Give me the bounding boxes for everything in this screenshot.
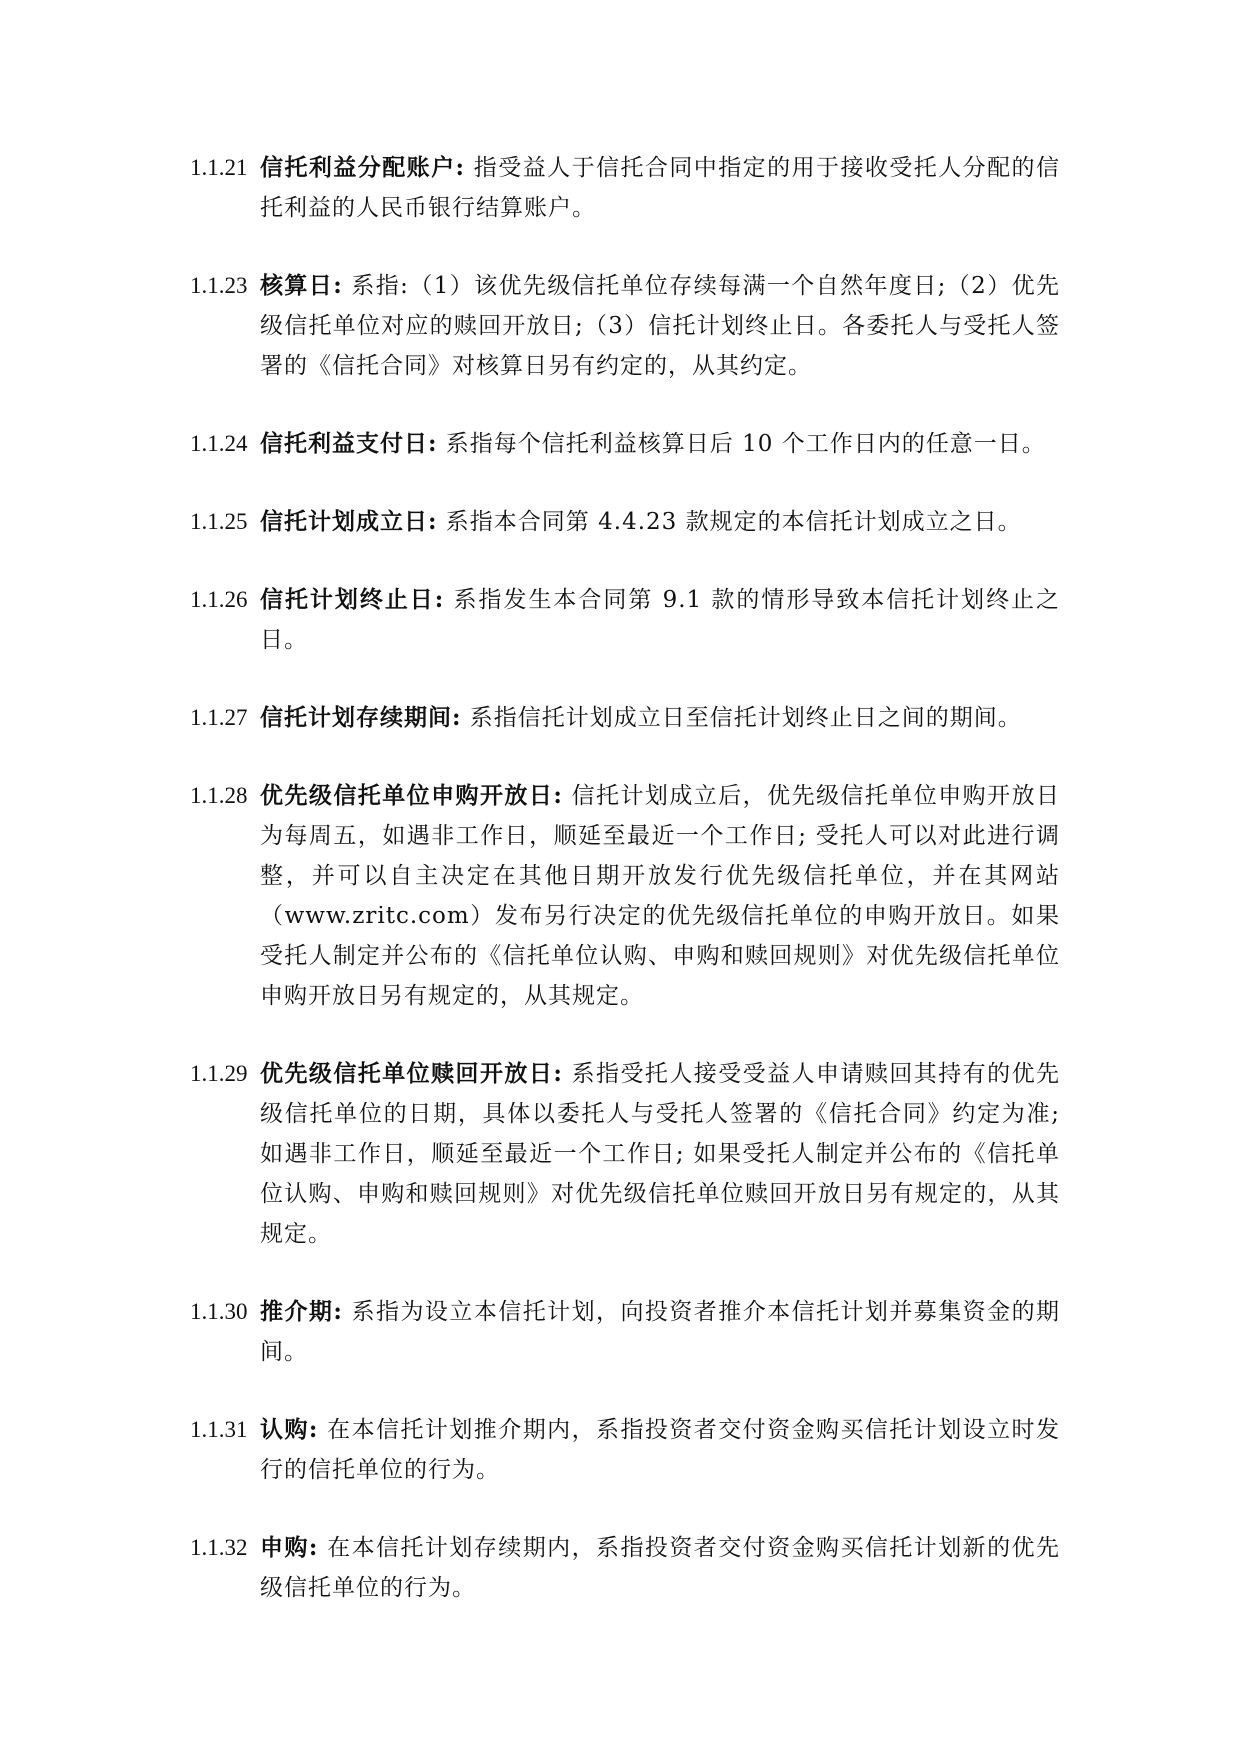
clause-separator: : [428,508,438,535]
clause-term: 信托利益分配账户 [260,155,456,181]
clause-number: 1.1.26 [190,587,248,612]
definition-clause [190,580,1060,660]
clause-text: 系指发生本合同第 9.1 款的情形导致本信托计划终止之日。 [260,587,1061,653]
clause-separator: : [455,154,466,181]
clause-number: 1.1.27 [190,705,248,730]
clause-term: 优先级信托单位申购开放日 [260,783,554,809]
clause-text: 系指:（1）该优先级信托单位存续每满一个自然年度日;（2）优先级信托单位对应的赎回开放日;（3）信托计划终止日。各委托人与受托人签署的《信托合同》对核算日另有约定的，从其约定。 [260,273,1061,379]
clause-text: 系指信托计划成立日至信托计划终止日之间的期间。 [461,705,1022,731]
definition-clause [190,698,1060,738]
clause-number: 1.1.30 [190,1299,248,1324]
clause-term: 信托计划终止日 [260,587,435,613]
clause-number: 1.1.23 [190,273,248,298]
clause-text: 系指受托人接受受益人申请赎回其持有的优先级信托单位的日期，具体以委托人与受托人签署的《信托合同》约定为准; 如遇非工作日，顺延至最近一个工作日; 如果受托人制定并公布的《信托单位认购、申购和赎回规则》对优先级信托单位赎回开放日另有规定的，从其规定。 [260,1061,1061,1247]
clause-separator: : [553,1060,563,1087]
definition-clause [190,1054,1060,1254]
definition-list [190,148,1060,1646]
clause-separator: : [553,782,563,809]
clause-separator: : [434,586,445,613]
clause-number: 1.1.32 [190,1535,248,1560]
clause-number: 1.1.24 [190,431,248,456]
clause-term: 推介期 [260,1299,334,1325]
clause-text: 指受益人于信托合同中指定的用于接收受托人分配的信托利益的人民币银行结算账户。 [260,155,1060,221]
definition-clause [190,266,1060,386]
definition-clause [190,776,1060,1016]
clause-term: 优先级信托单位赎回开放日 [260,1061,554,1087]
clause-separator: : [333,272,343,299]
clause-number: 1.1.29 [190,1061,248,1086]
clause-text: 系指每个信托利益核算日后 10 个工作日内的任意一日。 [437,431,1046,457]
clause-text: 信托计划成立后，优先级信托单位申购开放日为每周五，如遇非工作日，顺延至最近一个工作日; 受托人可以对此进行调整，并可以自主决定在其他日期开放发行优先级信托单位，并在其网站（www.zritc.com）发布另行决定的优先级信托单位的申购开放日。如果受托人制定并公布的《信托单位认购、申购和赎回规则》对优先级信托单位申购开放日另有规定的，从其规定。 [260,783,1061,1009]
clause-term: 信托利益支付日 [260,431,428,457]
definition-clause [190,148,1060,228]
clause-separator: : [308,1534,319,1561]
clause-text: 在本信托计划存续期内，系指投资者交付资金购买信托计划新的优先级信托单位的行为。 [260,1535,1061,1601]
clause-term: 认购 [260,1417,309,1443]
clause-term: 信托计划存续期间 [260,705,452,731]
clause-number: 1.1.31 [190,1417,248,1442]
definition-clause [190,1528,1060,1608]
clause-term: 信托计划成立日 [260,509,428,535]
clause-number: 1.1.28 [190,783,248,808]
clause-term: 申购 [260,1535,309,1561]
clause-text: 系指本合同第 4.4.23 款规定的本信托计划成立之日。 [437,509,1022,535]
clause-term: 核算日 [260,273,334,299]
clause-separator: : [308,1416,319,1443]
clause-separator: : [333,1298,343,1325]
definition-clause [190,1292,1060,1372]
clause-separator: : [428,430,438,457]
clause-text: 在本信托计划推介期内，系指投资者交付资金购买信托计划设立时发行的信托单位的行为。 [260,1417,1061,1483]
clause-number: 1.1.21 [190,155,248,180]
definition-clause [190,502,1060,542]
definition-clause [190,1410,1060,1490]
clause-separator: : [452,704,462,731]
clause-number: 1.1.25 [190,509,248,534]
definition-clause [190,424,1060,464]
clause-text: 系指为设立本信托计划，向投资者推介本信托计划并募集资金的期间。 [260,1299,1061,1365]
